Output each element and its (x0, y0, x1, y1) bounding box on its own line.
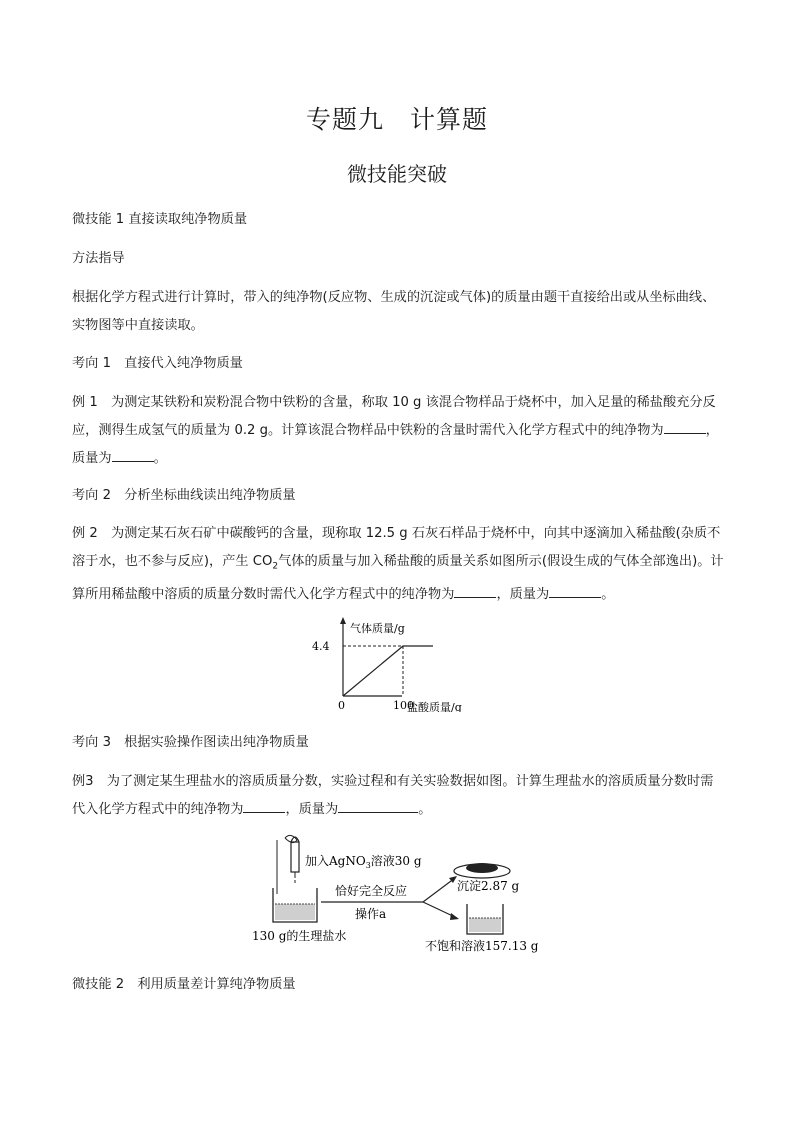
y-tick-label: 4.4 (312, 640, 330, 653)
x-tick-label: 100 (393, 699, 414, 712)
example-2-text: 。 (601, 586, 615, 602)
y-axis-label: 气体质量/g (350, 622, 405, 635)
example-3 (72, 768, 724, 824)
example-2-text: 气体的质量与加入稀盐酸的质量关系如图所示(假设生成的气体全部逸出)。计算所用稀盐酸中溶质的质量分数时需代入化学方程式中的纯净物为 (72, 554, 724, 602)
answer-blank[interactable] (112, 447, 154, 462)
dropper-icon (285, 835, 299, 883)
subscript: 2 (272, 561, 279, 572)
page-title: 专题九 计算题 (305, 105, 488, 134)
example-2 (72, 520, 724, 609)
method-text: 根据化学方程式进行计算时，带入的纯净物(反应物、生成的沉淀或气体)的质量由题干直接给出或从坐标曲线、实物图等中直接读取。 (72, 290, 716, 333)
x-axis-label: 盐酸质量/g (407, 701, 462, 712)
page-subtitle: 微技能突破 (347, 162, 447, 186)
subscript: 3 (365, 861, 371, 870)
skill1-heading: 微技能 1 直接读取纯净物质量 (72, 212, 248, 227)
kaoxiang-2-heading: 考向 2 分析坐标曲线读出纯净物质量 (72, 488, 296, 503)
reaction-label: 恰好完全反应 (335, 884, 408, 898)
example-2-text: 例 2 为测定某石灰石矿中碳酸钙的含量，现称取 12.5 g 石灰石样品于烧杯中，向其中逐滴加入稀盐酸(杂质不溶于水，也不参与反应)，产生 CO (72, 526, 721, 569)
precipitate-dish-icon (454, 863, 510, 878)
example-3-text: ，质量为 (285, 802, 339, 817)
filtrate-beaker-icon (467, 904, 503, 934)
answer-blank[interactable] (549, 583, 601, 598)
example-1-text: 例 1 为测定某铁粉和炭粉混合物中铁粉的含量，称取 10 g 该混合物样品于烧杯中，加入足量的稀盐酸充分反应，测得生成氢气的质量为 0.2 g。计算该混合物样品中铁粉的含量时需代入化学方程式中的纯净物为 (72, 395, 716, 438)
example-2-text: ，质量为 (496, 586, 550, 602)
y-axis-arrow (340, 617, 346, 624)
saline-label: 130 g的生理盐水 (252, 929, 347, 943)
example-1 (72, 389, 724, 473)
beaker-icon (273, 888, 317, 922)
operation-label: 操作a (355, 907, 387, 921)
experiment-diagram (245, 830, 565, 960)
gas-mass-chart (310, 612, 490, 712)
example-3-text: 例3 为了测定某生理盐水的溶质质量分数，实验过程和有关实验数据如图。计算生理盐水的溶质质量分数时需代入化学方程式中的纯净物为 (72, 774, 714, 817)
filtrate-label: 不饱和溶液157.13 g (425, 939, 539, 953)
example-3-text: 。 (418, 802, 432, 817)
answer-blank[interactable] (454, 583, 496, 598)
kaoxiang-3-heading: 考向 3 根据实验操作图读出纯净物质量 (72, 735, 309, 750)
answer-blank[interactable] (243, 798, 285, 813)
skill2-heading: 微技能 2 利用质量差计算纯净物质量 (72, 977, 296, 992)
example-1-text: 。 (153, 451, 167, 466)
answer-blank[interactable] (338, 798, 418, 813)
origin-label: 0 (338, 699, 345, 712)
method-heading: 方法指导 (72, 251, 125, 266)
example-1-text: ，质量为 (72, 423, 719, 466)
reagent-label: 加入AgNO$_3$溶液30 g (305, 854, 422, 870)
kaoxiang-1-heading: 考向 1 直接代入纯净物质量 (72, 356, 243, 371)
answer-blank[interactable] (664, 419, 706, 434)
series-line (343, 646, 433, 696)
arrowhead-down (450, 913, 459, 920)
precipitate-label: 沉淀2.87 g (457, 879, 520, 893)
branch-arrow-up (423, 878, 455, 902)
